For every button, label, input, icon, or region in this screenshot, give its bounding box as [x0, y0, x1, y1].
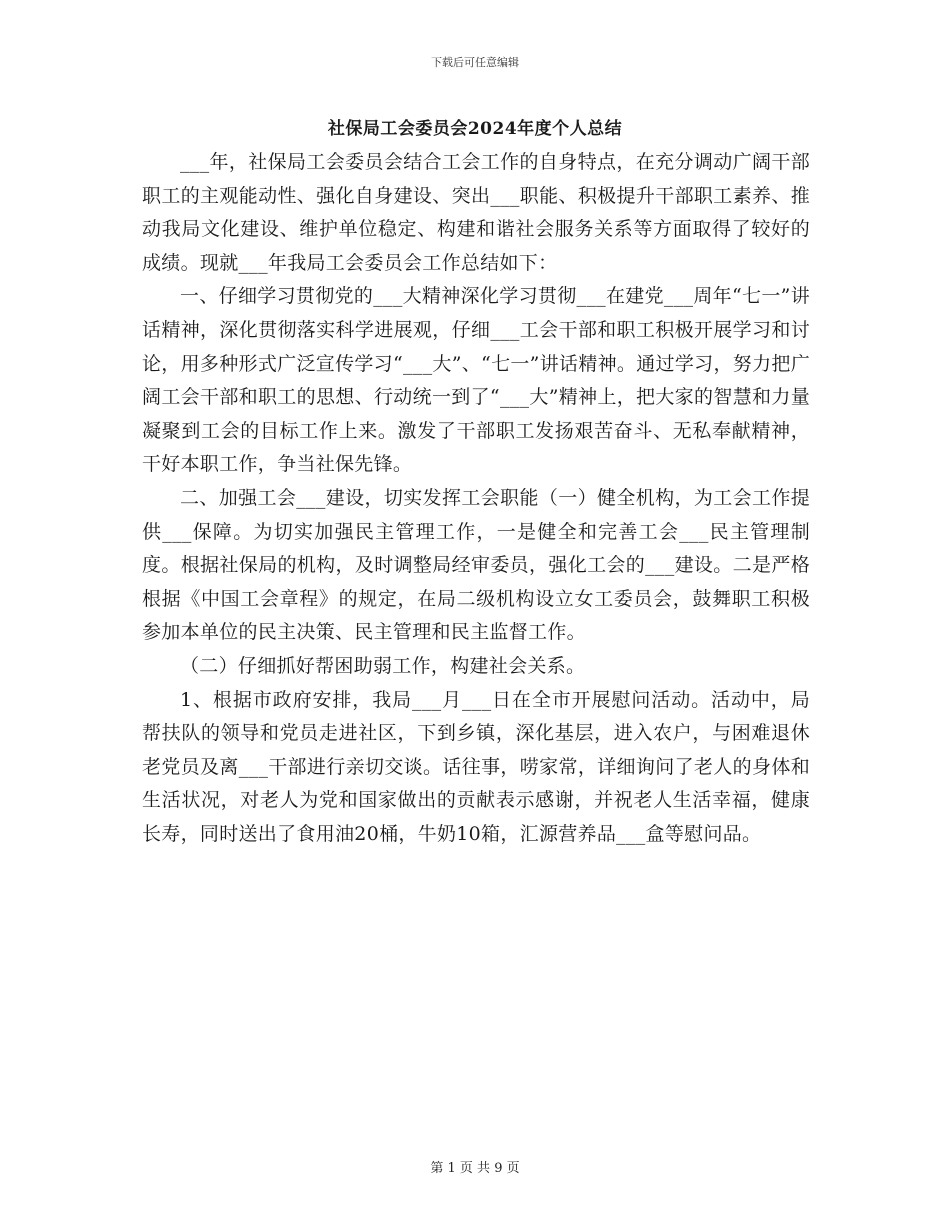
paragraph-section-one: 一、仔细学习贯彻党的___大精神深化学习贯彻___在建党___周年“七一”讲话精神，深化贯彻落实科学进展观，仔细___工会干部和职工积极开展学习和讨论，用多种形式广泛宣传学习“___大”、“七一”讲话精神。通过学习，努力把广阔工会干部和职工的思想、行动统一到了“___大”精神上，把大家的智慧和力量凝聚到工会的目标工作上来。激发了干部职工发扬艰苦奋斗、无私奉献精神，干好本职工作，争当社保先锋。: [142, 285, 810, 476]
paragraph-subsection-two: （二）仔细抓好帮困助弱工作，构建社会关系。: [180, 654, 586, 677]
paragraph-item-one: 1、根据市政府安排，我局___月___日在全市开展慰问活动。活动中，局帮扶队的领导和党员走进社区，下到乡镇，深化基层，进入农户，与困难退休老党员及离___干部进行亲切交谈。话往事，唠家常，详细询问了老人的身体和生活状况，对老人为党和国家做出的贡献表示感谢，并祝老人生活幸福，健康长寿，同时送出了食用油20桶，牛奶10箱，汇源营养品___盒等慰问品。: [142, 688, 810, 845]
paragraph-intro: ___年，社保局工会委员会结合工会工作的自身特点，在充分调动广阔干部职工的主观能动性、强化自身建设、突出___职能、积极提升干部职工素养、推动我局文化建设、维护单位稳定、构建和谐社会服务关系等方面取得了较好的成绩。现就___年我局工会委员会工作总结如下：: [142, 151, 810, 274]
page-header-note: 下载后可任意编辑: [431, 56, 519, 69]
page-number: 第 1 页 共 9 页: [430, 1161, 520, 1176]
document-body: [142, 146, 810, 851]
paragraph-section-two: 二、加强工会___建设，切实发挥工会职能（一）健全机构，为工会工作提供___保障。为切实加强民主管理工作，一是健全和完善工会___民主管理制度。根据社保局的机构，及时调整局经审委员，强化工会的___建设。二是严格根据《中国工会章程》的规定，在局二级机构设立女工委员会，鼓舞职工积极参加本单位的民主决策、民主管理和民主监督工作。: [142, 486, 810, 644]
document-title: 社保局工会委员会2024年度个人总结: [327, 119, 623, 139]
